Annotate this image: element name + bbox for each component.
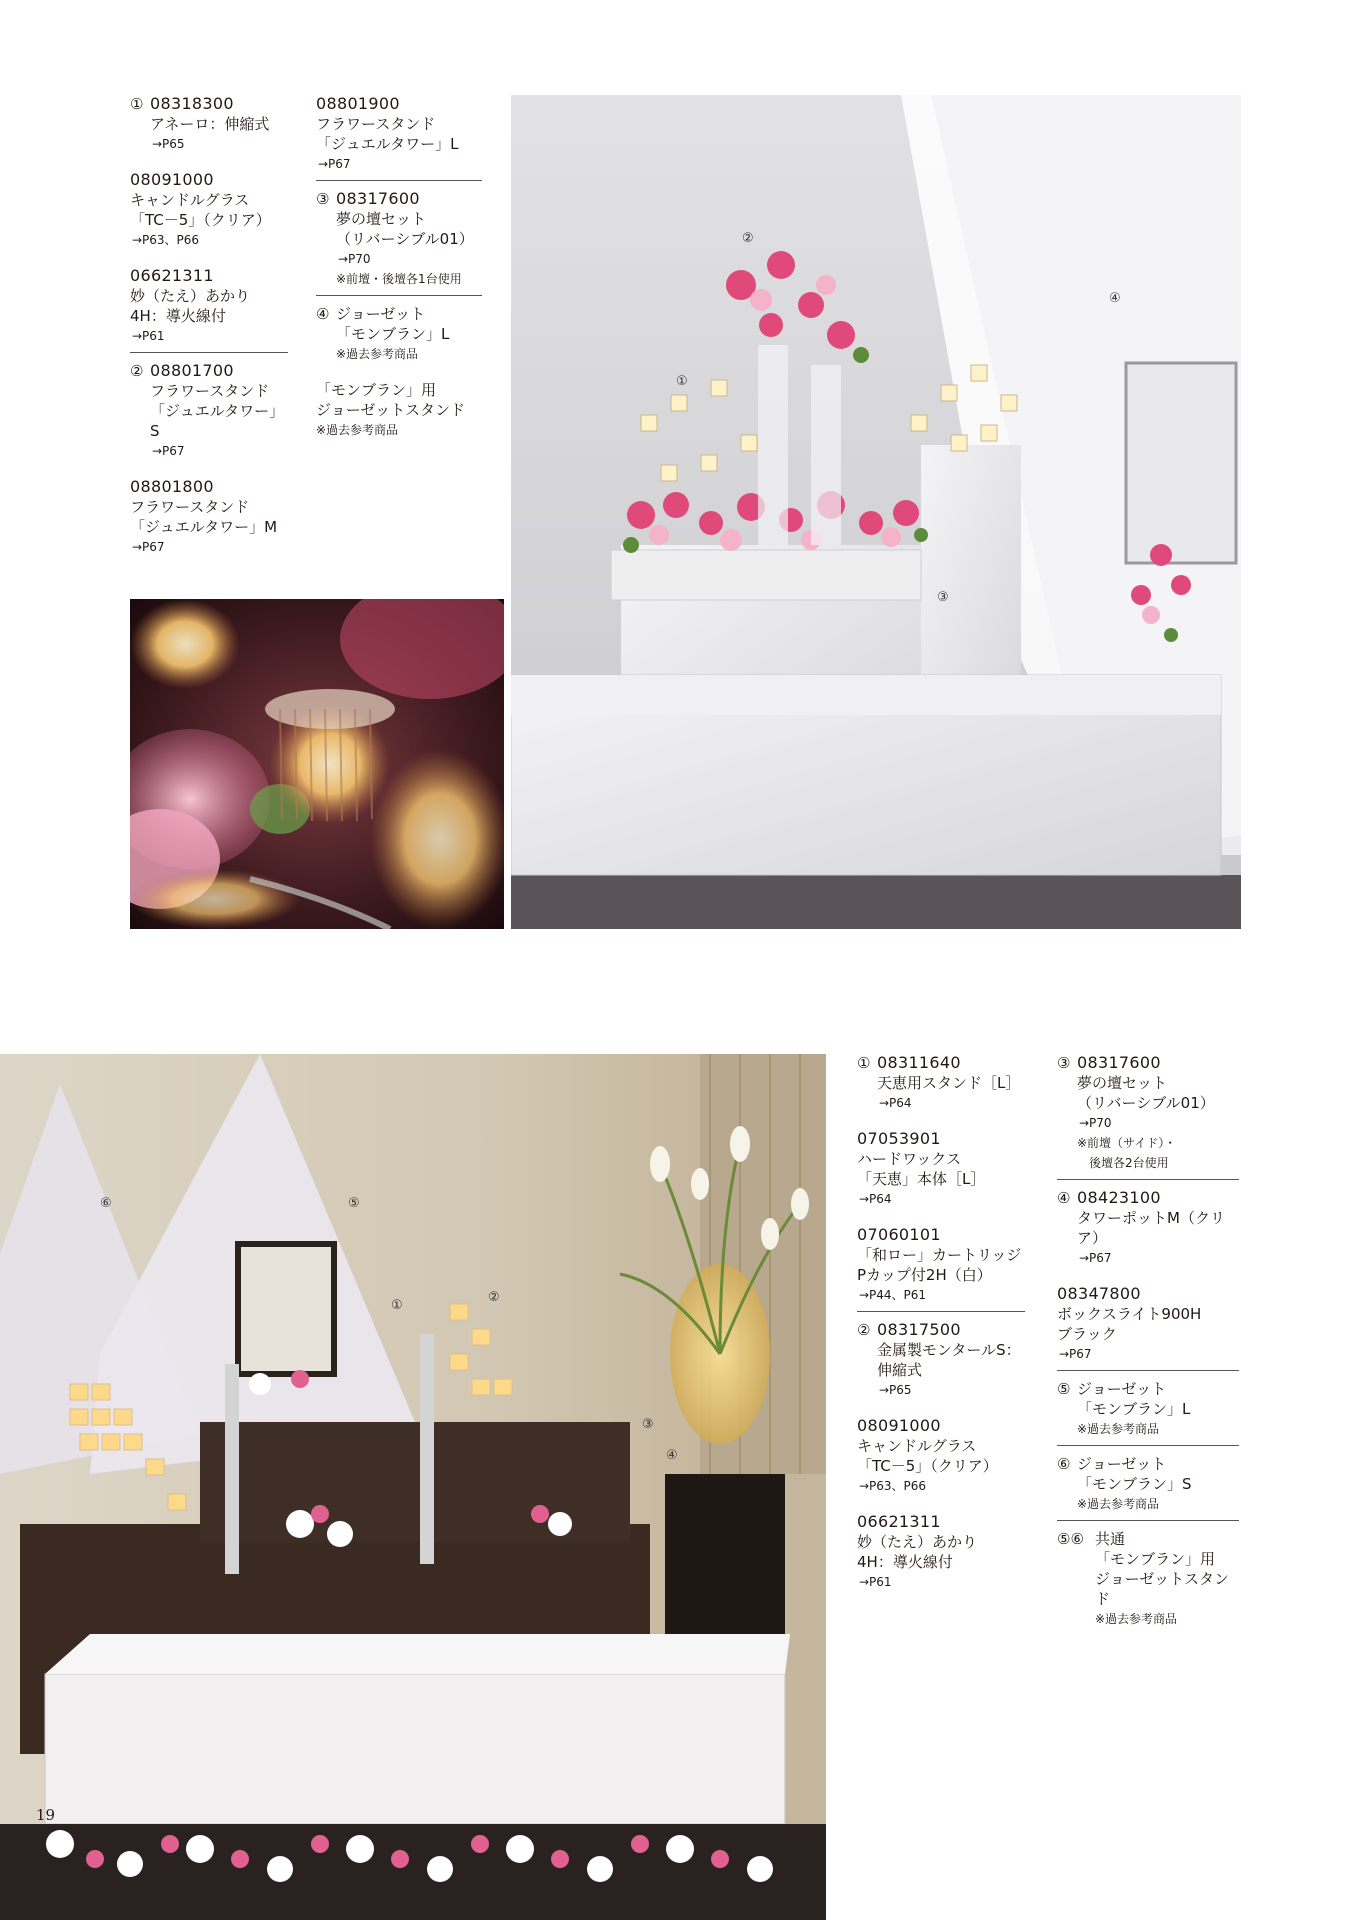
product-name: フラワースタンド [150,382,270,400]
top-product-list-left [130,94,288,557]
product-entry [316,94,482,174]
product-note: 後壇各2台使用 [1077,1156,1169,1170]
product-name: 「TC－5」（クリア） [857,1457,998,1475]
product-code: 08317600 [1077,1053,1161,1072]
product-code: 08317500 [877,1320,961,1339]
product-name: 「和ロー」カートリッジ [857,1246,1022,1264]
product-code: 08801900 [316,94,400,113]
product-entry [857,1416,1025,1496]
item-number: ⑤⑥ [1057,1530,1084,1548]
product-entry [857,1053,1025,1113]
product-name: （リバーシブル01） [336,230,474,248]
product-name: 金属製モンタールS： [877,1341,1021,1359]
product-entry [1057,1379,1239,1439]
spacer [857,1400,1025,1416]
product-code: 06621311 [857,1512,941,1531]
candle-closeup-photo [130,599,504,929]
photo-label-2: ② [742,231,754,246]
bottom-product-list-left [857,1053,1025,1592]
spacer [316,364,482,380]
photo-label-3: ③ [937,590,949,605]
product-name: （リバーシブル01） [1077,1094,1215,1112]
product-note: ※過去参考商品 [336,347,419,361]
spacer [857,1496,1025,1512]
spacer [857,1209,1025,1225]
product-code: 08347800 [1057,1284,1141,1303]
page-reference: →P44、P61 [859,1288,927,1302]
product-name: 天恵用スタンド［L］ [877,1074,1021,1092]
product-code: 07060101 [857,1225,941,1244]
item-number: ④ [316,305,330,323]
product-name: 「天恵」本体［L］ [857,1170,986,1188]
bottom-product-list-right [1057,1053,1239,1629]
divider [316,295,482,296]
product-name: 「ジュエルタワー」S [150,402,285,440]
product-note: ※過去参考商品 [316,423,399,437]
product-name: 共通 [1095,1530,1126,1548]
page-reference: →P70 [1079,1116,1112,1130]
item-number: ⑤ [1057,1380,1071,1398]
product-entry [130,361,288,461]
product-entry [1057,1188,1239,1268]
item-number: ⑥ [1057,1455,1071,1473]
photo-label-4: ④ [1109,291,1121,306]
item-number: ④ [1057,1189,1071,1207]
product-name: 「モンブラン」用 [316,381,437,399]
product-name: 妙（たえ）あかり [130,287,251,305]
spacer [857,1113,1025,1129]
product-name: フラワースタンド [130,498,250,516]
page-reference: →P67 [152,444,185,458]
product-entry [857,1129,1025,1209]
photo-label-1-bottom: ① [391,1298,403,1313]
product-name: 「TC－5」（クリア） [130,211,271,229]
product-name: 伸縮式 [877,1361,923,1379]
spacer [130,461,288,477]
divider [1057,1179,1239,1180]
product-entry [1057,1284,1239,1364]
product-name: ジョーゼット [1077,1380,1167,1398]
product-entry [857,1320,1025,1400]
page-reference: →P64 [859,1192,892,1206]
divider [1057,1370,1239,1371]
page-number: 19 [36,1806,56,1824]
item-number: ① [857,1054,871,1072]
page-reference: →P67 [132,540,165,554]
page-reference: →P67 [1079,1251,1112,1265]
product-code: 08091000 [857,1416,941,1435]
item-number: ③ [316,190,330,208]
product-code: 08423100 [1077,1188,1161,1207]
page-reference: →P63、P66 [859,1479,927,1493]
product-name: フラワースタンド [316,115,436,133]
photo-label-1: ① [676,374,688,389]
product-code: 08318300 [150,94,234,113]
product-code: 08801700 [150,361,234,380]
product-code: 08801800 [130,477,214,496]
product-name: キャンドルグラス [857,1437,977,1455]
product-note: ※過去参考商品 [1095,1612,1178,1626]
divider [1057,1520,1239,1521]
photo-label-4-bottom: ④ [666,1448,678,1463]
product-name: ジョーゼットスタンド [1095,1570,1229,1608]
product-entry [1057,1053,1239,1173]
product-code: 08091000 [130,170,214,189]
product-name: ハードワックス [857,1150,962,1168]
product-code: 08317600 [336,189,420,208]
item-number: ② [857,1321,871,1339]
product-note: ※前壇（サイド）・ [1077,1136,1177,1150]
product-entry [1057,1529,1239,1629]
altar-bottom-photo [0,1054,826,1920]
photo-label-3-bottom: ③ [642,1417,654,1432]
spacer [1057,1268,1239,1284]
product-name: ボックスライト900H [1057,1305,1202,1323]
page-reference: →P65 [152,137,185,151]
divider [316,180,482,181]
product-entry [857,1225,1025,1305]
product-entry [316,189,482,289]
altar-main-photo [511,95,1241,929]
product-entry [316,380,482,440]
product-name: Pカップ付2H（白） [857,1266,992,1284]
page-reference: →P61 [132,329,165,343]
page-reference: →P65 [879,1383,912,1397]
page-reference: →P70 [338,252,371,266]
product-name: 「ジュエルタワー」M [130,518,278,536]
product-note: ※前壇・後壇各1台使用 [336,272,462,286]
product-name: 妙（たえ）あかり [857,1533,978,1551]
divider [1057,1445,1239,1446]
product-name: ジョーゼットスタンド [316,401,465,419]
product-code: 07053901 [857,1129,941,1148]
spacer [130,250,288,266]
product-code: 08311640 [877,1053,961,1072]
product-note: ※過去参考商品 [1077,1422,1160,1436]
product-name: 夢の壇セット [1077,1074,1168,1092]
item-number: ② [130,362,144,380]
product-name: 4H：導火線付 [130,307,226,325]
product-entry [130,94,288,154]
product-name: アネーロ：伸縮式 [150,115,270,133]
product-name: キャンドルグラス [130,191,250,209]
product-name: 「モンブラン」L [336,325,450,343]
product-entry [316,304,482,364]
product-name: ブラック [1057,1325,1117,1343]
item-number: ① [130,95,144,113]
spacer [130,154,288,170]
top-product-list-right [316,94,482,440]
product-name: 4H：導火線付 [857,1553,953,1571]
product-entry [130,266,288,346]
product-code: 06621311 [130,266,214,285]
page-reference: →P67 [318,157,351,171]
photo-label-6: ⑥ [100,1196,112,1211]
photo-label-2-bottom: ② [488,1290,500,1305]
product-note: ※過去参考商品 [1077,1497,1160,1511]
product-name: 「モンブラン」S [1077,1475,1192,1493]
product-entry [857,1512,1025,1592]
product-name: タワーポットM（クリア） [1077,1209,1225,1247]
item-number: ③ [1057,1054,1071,1072]
divider [130,352,288,353]
product-name: 「モンブラン」用 [1095,1550,1216,1568]
product-name: 「ジュエルタワー」L [316,135,459,153]
page-reference: →P67 [1059,1347,1092,1361]
page-reference: →P63、P66 [132,233,200,247]
product-name: ジョーゼット [336,305,426,323]
photo-label-5: ⑤ [348,1196,360,1211]
page-reference: →P61 [859,1575,892,1589]
divider [857,1311,1025,1312]
product-entry [1057,1454,1239,1514]
page-reference: →P64 [879,1096,912,1110]
product-entry [130,170,288,250]
product-entry [130,477,288,557]
product-name: ジョーゼット [1077,1455,1167,1473]
product-name: 夢の壇セット [336,210,427,228]
product-name: 「モンブラン」L [1077,1400,1191,1418]
